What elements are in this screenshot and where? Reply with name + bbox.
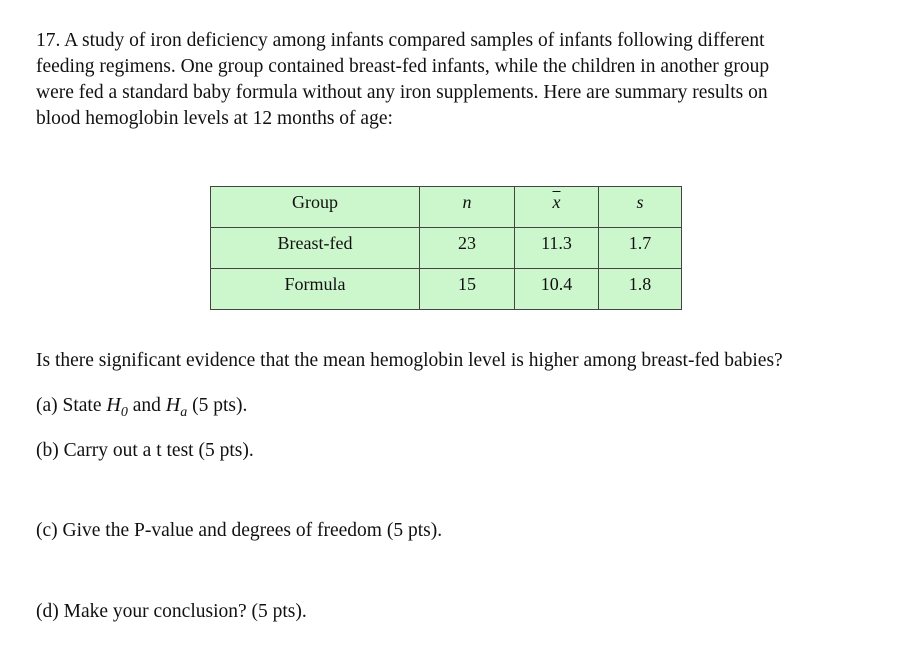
question-a-suffix: (5 pts). [192,395,248,416]
cell-n: 15 [420,269,515,310]
alt-hypothesis-symbol: $H_a$ [165,394,188,420]
cell-group: Breast-fed [211,228,420,269]
null-hypothesis-symbol: $H_0$ [106,394,128,420]
question-a-and: and [132,395,161,416]
main-question: Is there significant evidence that the mean hemoglobin level is higher among breast-fed babies? [36,350,783,371]
cell-n: 23 [420,228,515,269]
cell-sd: 1.8 [599,269,682,310]
header-group: Group [211,187,420,228]
problem-line: blood hemoglobin levels at 12 months of age: [36,108,393,129]
question-c: (c) Give the P-value and degrees of freedom (5 pts). [36,520,443,541]
problem-line: 17. A study of iron deficiency among infants compared samples of infants following different [36,30,765,51]
question-d: (d) Make your conclusion? (5 pts). [36,601,307,622]
question-a [36,394,248,420]
header-sd: s [599,187,682,228]
problem-line: feeding regimens. One group contained breast-fed infants, while the children in another group [36,56,770,77]
question-a-prefix: (a) State [36,395,102,416]
cell-sd: 1.7 [599,228,682,269]
table-row [211,228,682,269]
header-n: n [420,187,515,228]
problem-statement [36,28,846,132]
cell-group: Formula [211,269,420,310]
summary-table [210,186,682,310]
table-header-row [211,187,682,228]
table-row [211,269,682,310]
header-mean: $\overline{x}$ [515,187,599,228]
cell-mean: 10.4 [515,269,599,310]
question-b: (b) Carry out a t test (5 pts). [36,440,254,461]
problem-line: were fed a standard baby formula without any iron supplements. Here are summary results on [36,82,768,103]
cell-mean: 11.3 [515,228,599,269]
